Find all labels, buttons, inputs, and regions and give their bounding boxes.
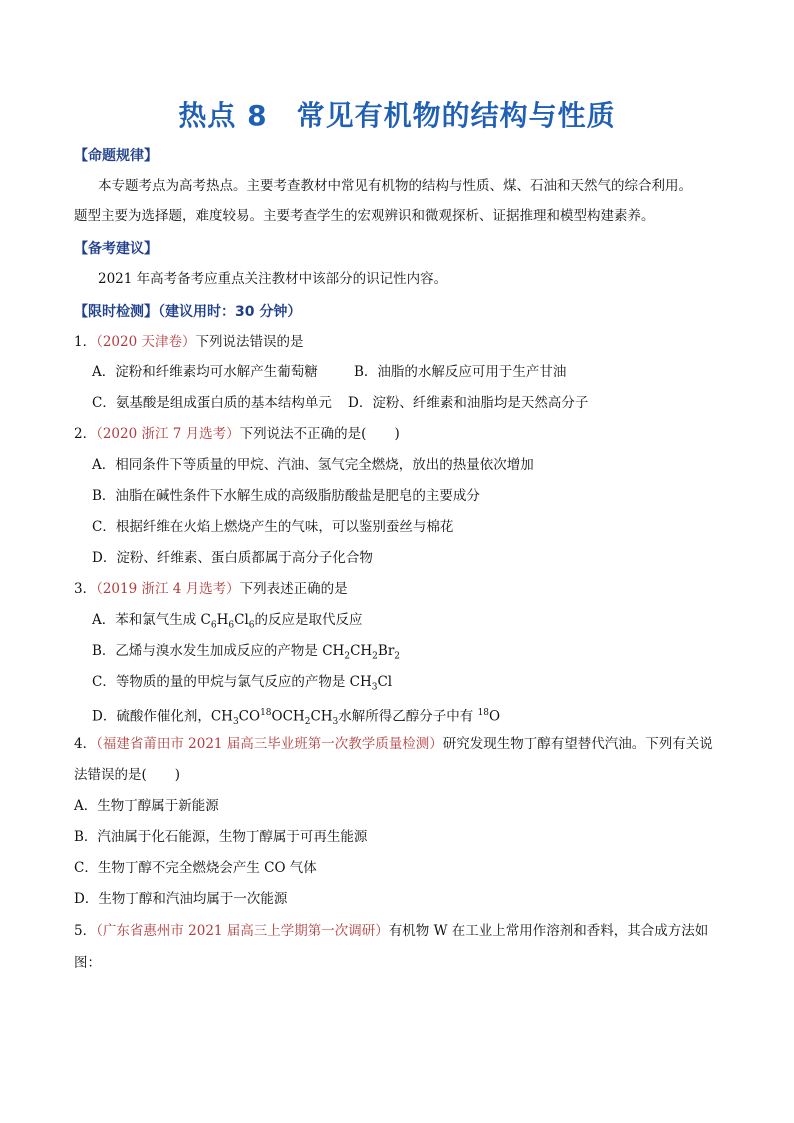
question-number: 5． bbox=[74, 923, 97, 939]
option-text: Cl bbox=[377, 674, 393, 690]
question-2-stem bbox=[74, 425, 400, 443]
section-heading-beikao: 【备考建议】 bbox=[74, 241, 158, 257]
question-text-end: ) bbox=[174, 767, 181, 783]
option-text: B．乙烯与溴水发生加成反应的产物是 CH bbox=[92, 643, 345, 659]
question-4-option-d: D．生物丁醇和汽油均属于一次能源 bbox=[74, 891, 288, 907]
question-1-option-a: A．淀粉和纤维素均可水解产生葡萄糖 bbox=[92, 364, 318, 380]
question-text: 法错误的是( bbox=[74, 767, 147, 783]
option-text: A．苯和氯气生成 C bbox=[92, 612, 211, 628]
option-text: CO bbox=[238, 708, 261, 725]
option-text: Cl bbox=[234, 612, 249, 628]
subscript: 3 bbox=[332, 717, 339, 728]
question-1-option-c: C．氨基酸是组成蛋白质的基本结构单元 bbox=[92, 395, 332, 411]
page-title: 热点 8 常见有机物的结构与性质 bbox=[178, 99, 616, 132]
option-text: 水解所得乙醇分子中有 bbox=[338, 708, 478, 725]
option-text: D．硫酸作催化剂，CH bbox=[92, 708, 233, 725]
subscript: 3 bbox=[232, 717, 239, 728]
question-4-stem-line-2 bbox=[74, 766, 180, 784]
question-text: 有机物 W 在工业上常用作溶剂和香料，其合成方法如 bbox=[388, 923, 709, 939]
option-text: OCH bbox=[271, 708, 305, 725]
question-3-option-a bbox=[92, 611, 363, 635]
question-text: 下列说法不正确的是( bbox=[239, 426, 367, 442]
question-number: 2． bbox=[74, 426, 97, 442]
question-5-stem bbox=[74, 922, 708, 940]
question-2-option-d: D．淀粉、纤维素、蛋白质都属于高分子化合物 bbox=[92, 550, 373, 566]
question-2-option-b: B．油脂在碱性条件下水解生成的高级脂肪酸盐是肥皂的主要成分 bbox=[92, 488, 480, 504]
superscript: 18 bbox=[260, 708, 272, 718]
question-source: （2020 浙江 7 月选考） bbox=[96, 426, 240, 442]
question-3-option-c bbox=[92, 673, 392, 697]
subscript: 2 bbox=[394, 651, 401, 662]
question-source: （广东省惠州市 2021 届高三上学期第一次调研） bbox=[96, 923, 389, 939]
option-text: CH bbox=[350, 643, 373, 659]
subscript: 6 bbox=[248, 620, 255, 631]
question-3-option-b bbox=[92, 642, 400, 666]
option-text: 的反应是取代反应 bbox=[254, 612, 363, 628]
question-4-stem bbox=[74, 735, 713, 753]
mingti-paragraph-line-1: 本专题考点为高考热点。主要考查教材中常见有机物的结构与性质、煤、石油和天然气的综合利用。 bbox=[98, 178, 692, 194]
question-source: （2020 天津卷） bbox=[96, 334, 196, 350]
question-4-option-c: C．生物丁醇不完全燃烧会产生 CO 气体 bbox=[74, 860, 317, 876]
option-text: Br bbox=[377, 643, 395, 659]
question-source: （福建省莆田市 2021 届高三毕业班第一次教学质量检测） bbox=[96, 736, 443, 752]
superscript: 18 bbox=[477, 708, 490, 718]
option-text: O bbox=[489, 708, 501, 725]
subscript: 2 bbox=[372, 651, 378, 662]
section-heading-xianshi: 【限时检测】（建议用时：30 分钟） bbox=[74, 304, 302, 320]
question-source: （2019 浙江 4 月选考） bbox=[96, 581, 240, 597]
question-2-option-a: A．相同条件下等质量的甲烷、汽油、氢气完全燃烧，放出的热量依次增加 bbox=[92, 457, 534, 473]
subscript: 2 bbox=[304, 717, 311, 728]
option-text: CH bbox=[310, 708, 333, 725]
question-text: 下列说法错误的是 bbox=[195, 334, 304, 350]
beikao-paragraph: 2021 年高考备考应重点关注教材中该部分的识记性内容。 bbox=[98, 271, 448, 287]
question-1-option-b: B．油脂的水解反应可用于生产甘油 bbox=[354, 364, 567, 380]
subscript: 6 bbox=[210, 620, 217, 631]
question-text: 研究发现生物丁醇有望替代汽油。下列有关说 bbox=[442, 736, 713, 752]
option-text: H bbox=[216, 612, 229, 628]
subscript: 6 bbox=[228, 620, 235, 631]
subscript: 3 bbox=[371, 682, 378, 693]
question-number: 4． bbox=[74, 736, 97, 752]
question-number: 1． bbox=[74, 334, 97, 350]
section-heading-mingti: 【命题规律】 bbox=[74, 148, 158, 164]
mingti-paragraph-line-2: 题型主要为选择题，难度较易。主要考查学生的宏观辨识和微观探析、证据推理和模型构建素养。 bbox=[74, 208, 655, 224]
question-4-option-a: A．生物丁醇属于新能源 bbox=[74, 798, 219, 814]
question-3-option-d bbox=[92, 704, 500, 731]
question-text: 下列表述正确的是 bbox=[239, 581, 348, 597]
option-text: C．等物质的量的甲烷与氯气反应的产物是 CH bbox=[92, 674, 372, 690]
question-text-end: ) bbox=[394, 426, 400, 442]
question-2-option-c: C．根据纤维在火焰上燃烧产生的气味，可以鉴别蚕丝与棉花 bbox=[92, 519, 454, 535]
question-4-option-b: B．汽油属于化石能源，生物丁醇属于可再生能源 bbox=[74, 829, 368, 845]
question-1-option-d: D．淀粉、纤维素和油脂均是天然高分子 bbox=[348, 395, 589, 411]
question-1-stem bbox=[74, 333, 304, 351]
question-5-stem-line-2: 图： bbox=[74, 955, 101, 971]
question-number: 3． bbox=[74, 581, 97, 597]
question-3-stem bbox=[74, 580, 348, 598]
subscript: 2 bbox=[344, 651, 351, 662]
